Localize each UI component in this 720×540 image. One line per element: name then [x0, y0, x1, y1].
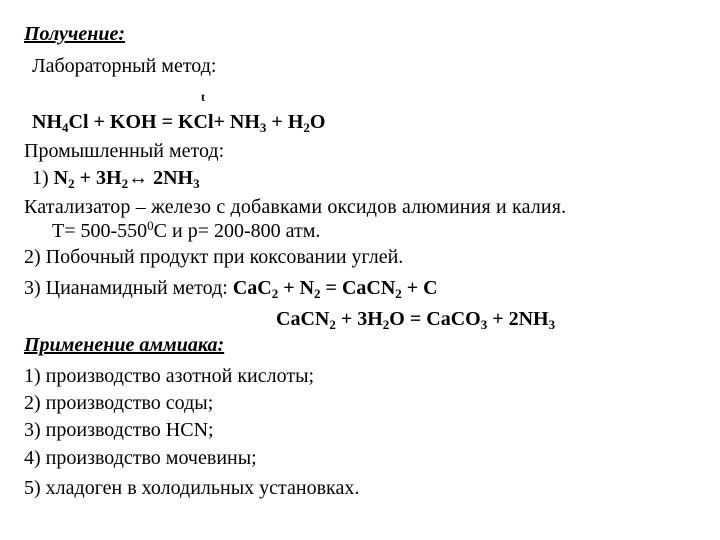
application-item: 3) производство HCN; [24, 419, 214, 441]
application-item: 4) производство мочевины; [24, 447, 257, 469]
cyanamide-line: 3) Цианамидный метод: $CaC_2 + N_2$ = CaCN$_2$ + C [24, 277, 438, 301]
catalyst-line-2: $T= 500-550^0C$ и p= 200-800 атм. [52, 218, 321, 242]
heading-application: Применение аммиака: [24, 334, 225, 356]
cyanamide-equation-2: CaCN$_2$ + $3H_2O$ = CaCO$_3$ + $2NH_3$ [276, 308, 556, 332]
industrial-equation: 1) $N_2$ + $3H_2\leftrightarrow$ $2NH_3$ [32, 167, 200, 191]
temperature-mark: t [201, 90, 205, 104]
application-item: 5) хладоген в холодильных установках. [24, 477, 360, 499]
byproduct-line: 2) Побочный продукт при коксовании углей. [24, 246, 404, 268]
lab-equation: $NH_4Cl$ + KOH = $KCl+ NH_3 + H_2O$ [32, 111, 326, 135]
application-item: 1) производство азотной кислоты; [24, 365, 315, 387]
application-item: 2) производство соды; [24, 392, 214, 414]
industrial-method-title: Промышленный метод: [24, 140, 225, 162]
lab-method-title: Лабораторный метод: [32, 55, 217, 77]
heading-obtaining: Получение: [24, 23, 126, 45]
catalyst-line-1: Катализатор – железо с добавками оксидов алюминия и калия. [24, 196, 567, 218]
